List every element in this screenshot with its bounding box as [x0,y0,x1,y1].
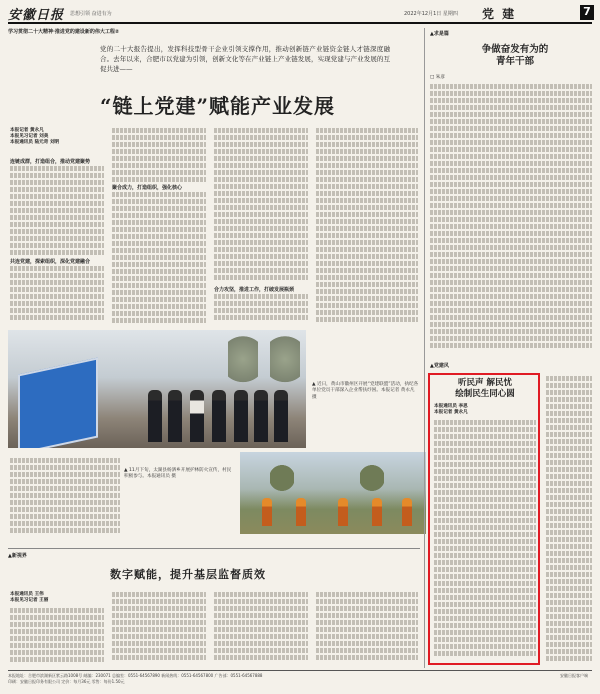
bottom-body-col-4 [316,592,418,666]
story-body-col-4 [316,128,418,328]
section-title: 党 建 [482,7,517,21]
story-body-col-2 [112,128,206,182]
story-body-col-3 [214,128,308,282]
person-figure [254,390,268,442]
person-figure [148,390,162,442]
person-figure [274,390,288,442]
right-adjacent-text [546,376,592,666]
masthead [8,4,592,24]
highlighted-article-body [434,420,536,660]
person-figure [372,498,382,526]
person-figure [402,498,412,526]
story-body-col-5 [10,458,120,538]
highlighted-article-byline: 本报通讯员 李思 本报记者 黄永凡 [434,404,468,415]
bottom-body-col-1 [10,608,104,666]
bottom-body-col-2 [112,592,206,666]
story-body-col-2b [112,192,206,326]
person-figure [338,498,348,526]
story-subhead-4: 合力攻坚，推进工作，打破发展瓶颈 [214,287,295,293]
footer-line-1: 本报地址：合肥市滨湖新区紫云路1008号 邮编：230071 总编室：0551-64567890 新闻热线：0551-64567800 广告部：0551-64567888 [8,673,263,678]
bottom-body-col-3 [214,592,308,666]
right-story-body [430,84,592,352]
right-mid-section-tag: ▲党建风 [430,363,449,369]
tree-shape [270,336,300,394]
column-divider [424,28,425,668]
tree-shape [228,336,258,394]
person-figure [262,498,272,526]
issue-date: 2022年12月1日 星期四 [404,11,458,17]
story-body-col-1 [10,166,104,256]
masthead-tags: 思想引领 奋进有为 [70,11,112,17]
photo-caption-2: ▲ 11月下旬，太湖县杨泗乡开展护林防火宣传，村民积极参与。本报通讯员 摄 [124,468,232,480]
tree-shape [360,458,384,498]
tree-shape [270,458,294,498]
section-divider [8,548,420,549]
page-footer [8,670,592,690]
person-figure [190,390,204,442]
newspaper-logo: 安徽日报 [8,8,65,23]
story-subhead-1: 连链成群，打造组合，推动党建聚势 [10,159,91,165]
info-board-shape [18,357,98,448]
story-kicker: 学习贯彻二十大精神·推进党的建设新的伟大工程② [8,29,120,35]
story-body-col-1b [10,266,104,326]
footer-qr-label: 安徽日报客户端 [560,673,588,678]
highlighted-article-headline: 听民声 解民忧 绘制民生同心圆 [455,378,515,399]
story-byline: 本报记者 黄永凡 本报见习记者 刘美 本报通讯员 陆元奇 刘明 [10,128,60,145]
story-body-col-3b [214,294,308,326]
story-headline: “链上党建”赋能产业发展 [100,94,336,118]
person-figure [168,390,182,442]
footer-line-2: 印刷：安徽日报印务有限公司 定价：每月36元 零售：每份1.50元 [8,678,125,684]
bottom-story-byline: 本报通讯员 王伟 本报见习记者 王丽 [10,592,49,603]
page-number: 7 [580,5,594,20]
right-section-tag: ▲求是篇 [430,31,449,37]
story-subhead-3: 共连党建，探索组织，深化党建融合 [10,259,91,265]
person-figure [234,390,248,442]
photo-caption-1: ▲ 近日，黄山市徽州区开展“党建联盟”活动，执纪各单位党员干部深入企业帮扶纾困。本报记者 黄永凡 摄 [312,382,419,400]
person-figure [296,498,306,526]
story-photo-2 [240,452,426,534]
person-figure [212,390,226,442]
story-subhead-2: 聚合成力，打造组织，强化核心 [112,185,183,191]
story-photo-1 [8,330,306,448]
story-intro: 党的二十大报告提出，发挥科技型骨干企业引领支撑作用，推动创新链产业链资金链人才链深度融合。去年以来，合肥市以党建为引领，创新文化等在产业链上产业链发展，实现党建与产业发展的互促共进—— [100,45,390,73]
right-story-author: □ 朱彦 [430,75,445,80]
bottom-story-headline: 数字赋能，提升基层监督质效 [110,568,266,581]
bottom-section-tag: ▲新视界 [8,553,27,559]
right-story-headline: 争做奋发有为的 青年干部 [481,44,549,67]
